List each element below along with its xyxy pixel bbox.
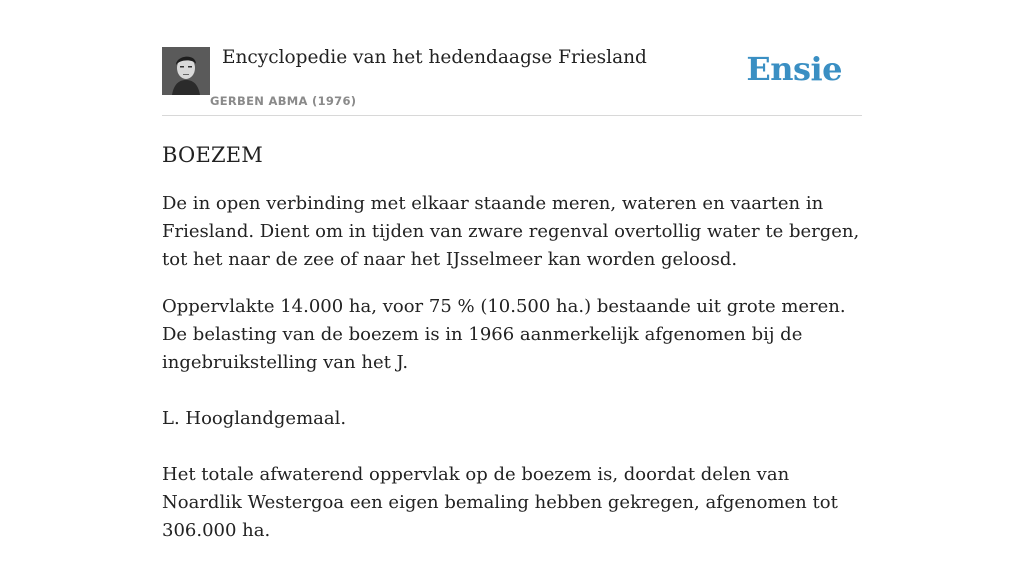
paragraph-gap bbox=[162, 396, 862, 405]
author-avatar[interactable] bbox=[162, 47, 210, 95]
header bbox=[162, 40, 862, 116]
entry-content bbox=[162, 140, 862, 564]
entry-paragraph: Het totale afwaterend oppervlak op de boezem is, doordat delen van Noardlik Westergoa een eigen bemaling hebben gekregen, afgenomen tot 306.000 ha. bbox=[162, 464, 838, 541]
paragraph-gap bbox=[162, 452, 862, 461]
author-portrait-icon bbox=[162, 47, 210, 95]
entry-paragraph: De in open verbinding met elkaar staande meren, wateren en vaarten in Friesland. Dient om in tijden van zware regenval overtollig water te bergen, tot het naar de zee of naar het IJsselmeer kan worden geloosd. bbox=[162, 193, 860, 270]
entry-paragraph: L. Hooglandgemaal. bbox=[162, 408, 347, 429]
book-title[interactable]: Encyclopedie van het hedendaagse Friesland bbox=[222, 47, 647, 68]
author-name[interactable]: GERBEN ABMA (1976) bbox=[210, 94, 357, 108]
entry-title: BOEZEM bbox=[162, 143, 263, 167]
entry-paragraph: Oppervlakte 14.000 ha, voor 75 % (10.500 ha.) bestaande uit grote meren. De belasting van de boezem is in 1966 aanmerkelijk afgenomen bij de ingebruikstelling van het J. bbox=[162, 296, 846, 373]
ensie-logo[interactable]: Ensie bbox=[746, 50, 842, 88]
